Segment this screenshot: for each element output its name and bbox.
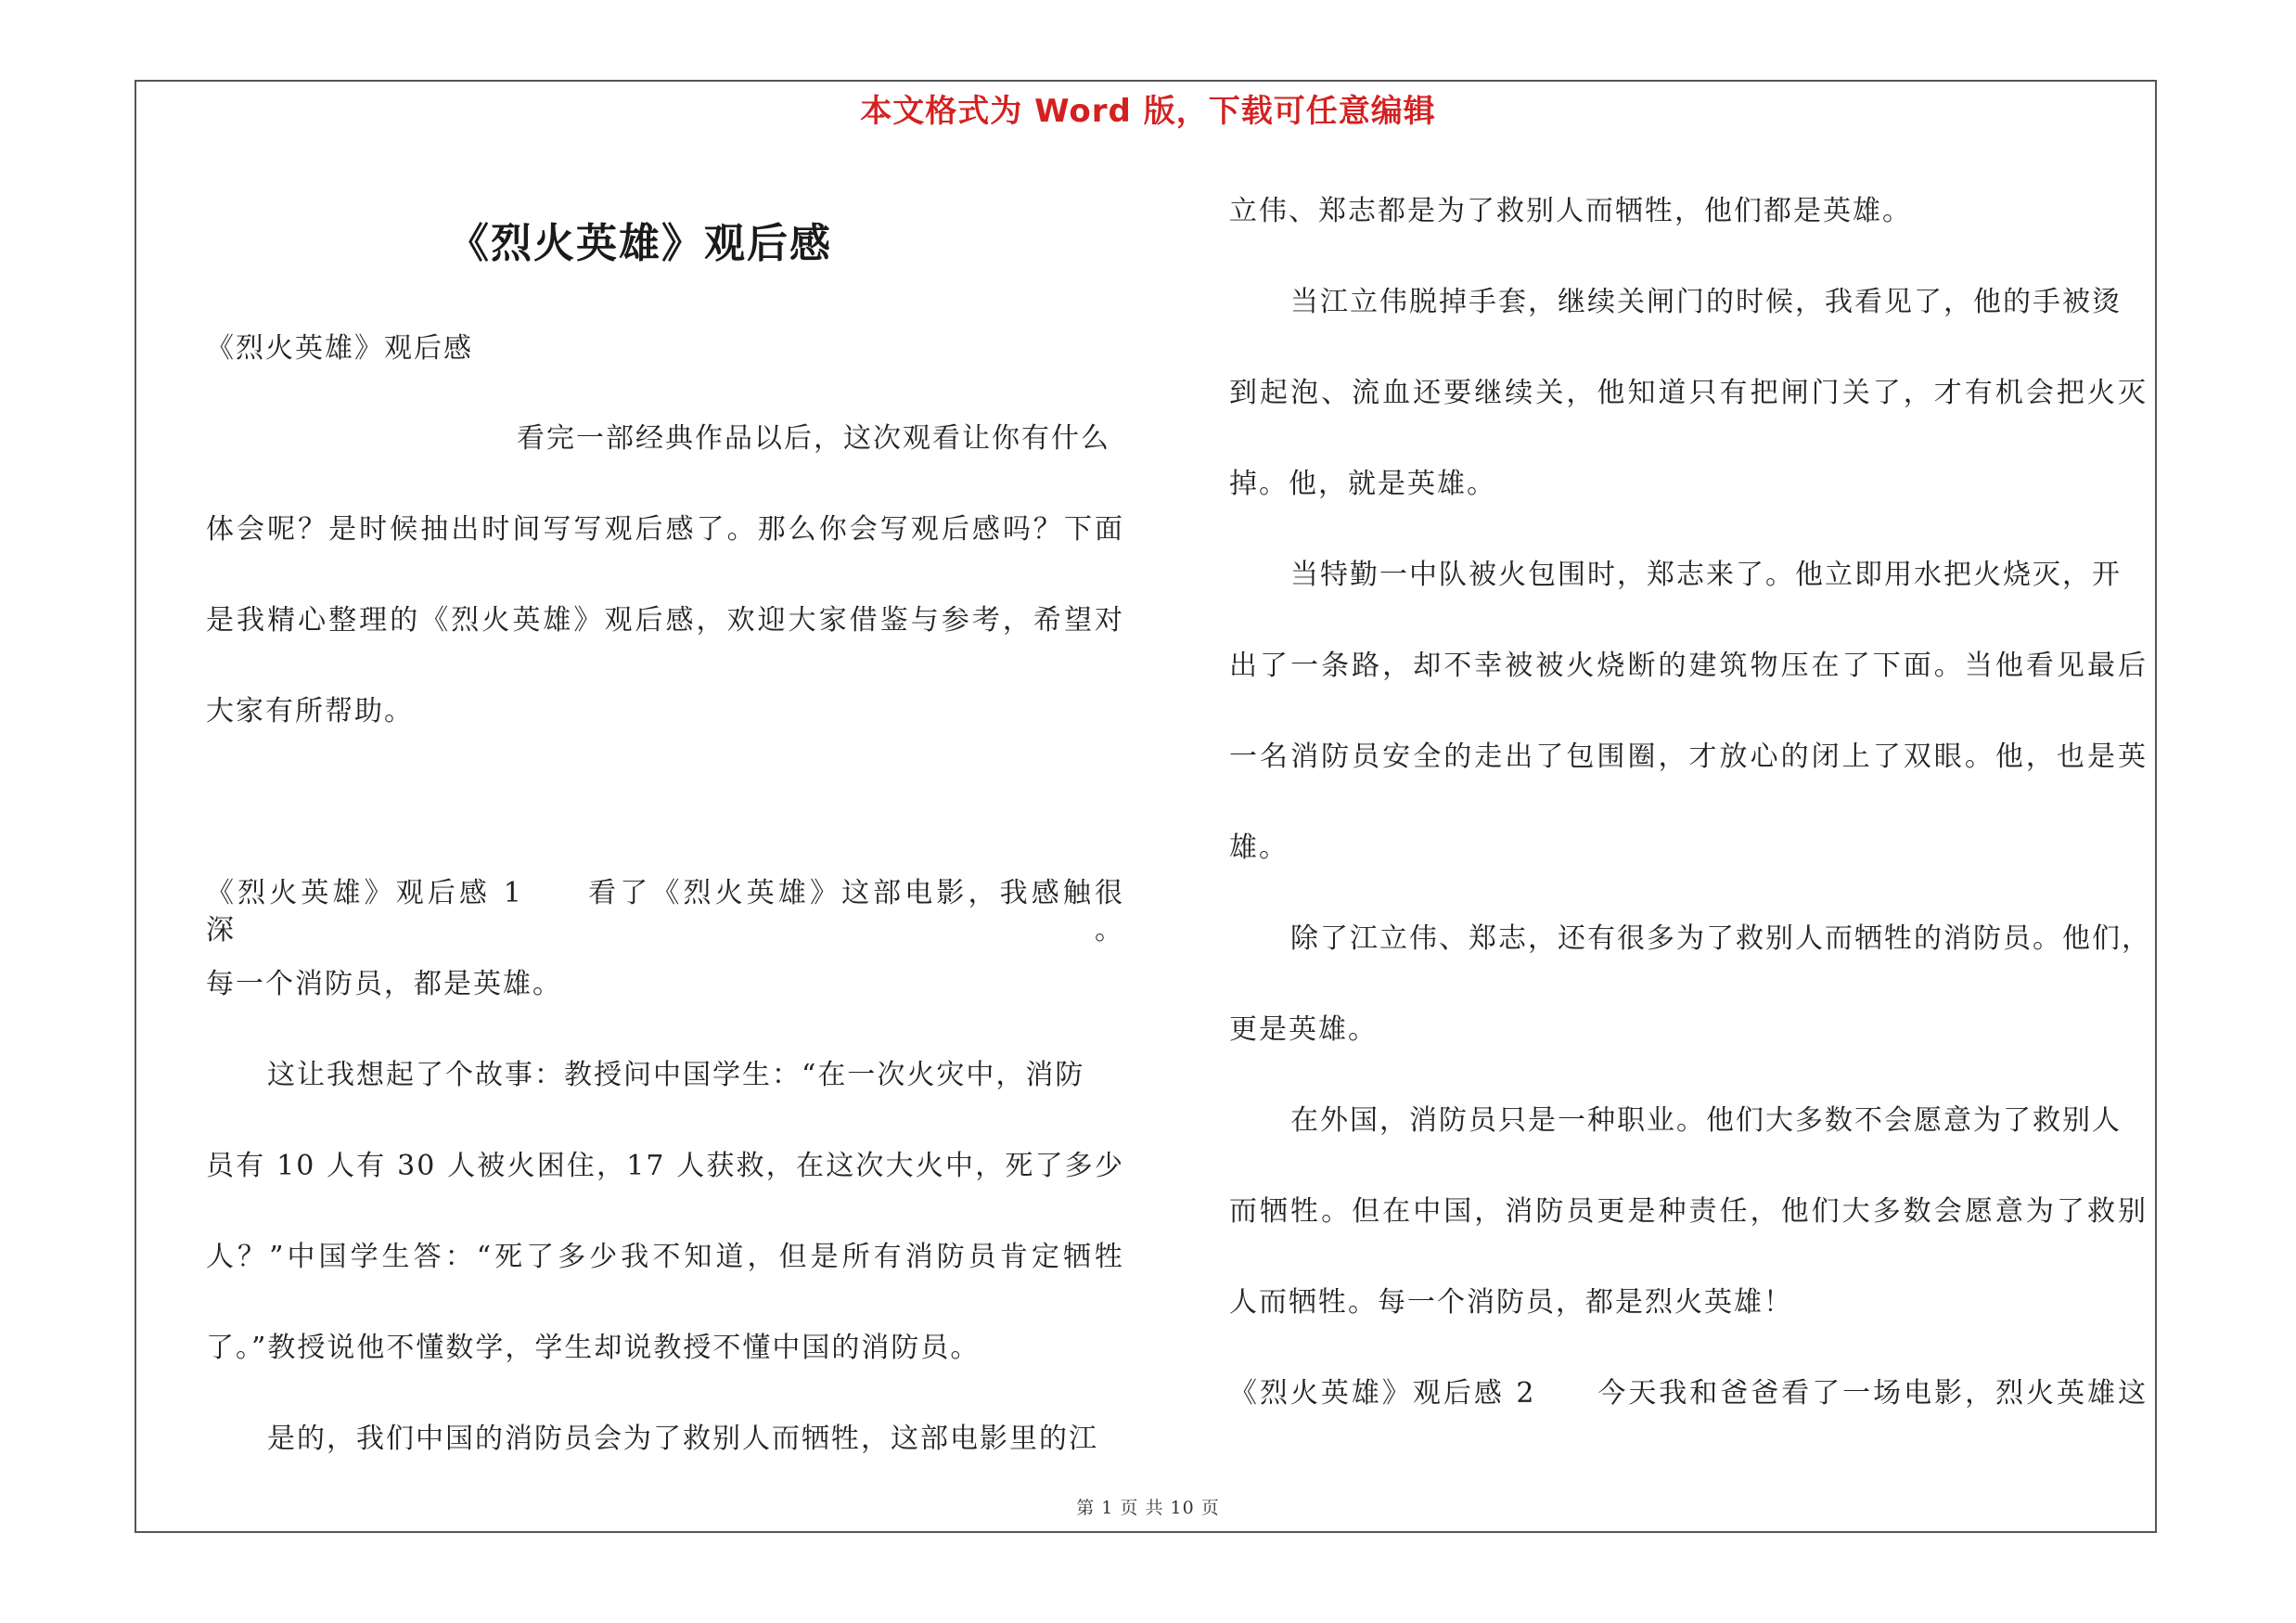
- paragraph-line: 立伟、郑志都是为了救别人而牺牲，他们都是英雄。: [1229, 195, 1912, 227]
- paragraph-line: 看完一部经典作品以后，这次观看让你有什么: [517, 422, 1110, 455]
- paragraph-line: 《烈火英雄》观后感 1 看了《烈火英雄》这部电影，我感触很深。: [206, 877, 1124, 947]
- paragraph-line: 一名消防员安全的走出了包围圈，才放心的闭上了双眼。他，也是英: [1229, 741, 2148, 773]
- paragraph-line: 到起泡、流血还要继续关，他知道只有把闸门关了，才有机会把火灭: [1229, 377, 2148, 409]
- paragraph-line: 除了江立伟、郑志，还有很多为了救别人而牺牲的消防员。他们，: [1290, 922, 2151, 955]
- paragraph-line: 是的，我们中国的消防员会为了救别人而牺牲，这部电影里的江: [267, 1423, 1098, 1455]
- paragraph-line: 体会呢？是时候抽出时间写写观后感了。那么你会写观后感吗？下面: [206, 513, 1124, 546]
- paragraph-line: 这让我想起了个故事：教授问中国学生：“在一次火灾中，消防: [267, 1059, 1085, 1091]
- paragraph-line: 掉。他，就是英雄。: [1229, 468, 1496, 500]
- paragraph-line: 出了一条路，却不幸被被火烧断的建筑物压在了下面。当他看见最后: [1229, 650, 2148, 682]
- paragraph-line: 当特勤一中队被火包围时，郑志来了。他立即用水把火烧灭，开: [1290, 559, 2122, 591]
- paragraph-line: 当江立伟脱掉手套，继续关闸门的时候，我看见了，他的手被烫: [1290, 286, 2122, 318]
- paragraph-line: 人而牺牲。每一个消防员，都是烈火英雄！: [1229, 1286, 1793, 1319]
- paragraph-line: 是我精心整理的《烈火英雄》观后感，欢迎大家借鉴与参考，希望对: [206, 604, 1124, 637]
- paragraph-line: 而牺牲。但在中国，消防员更是种责任，他们大多数会愿意为了救别: [1229, 1195, 2148, 1228]
- paragraph-line: 更是英雄。: [1229, 1013, 1378, 1046]
- document-title: 《烈火英雄》观后感: [448, 220, 832, 267]
- paragraph-line: 《烈火英雄》观后感 2 今天我和爸爸看了一场电影，烈火英雄这: [1229, 1377, 2148, 1410]
- paragraph-line: 了。”教授说他不懂数学，学生却说教授不懂中国的消防员。: [206, 1332, 981, 1364]
- word-format-banner: 本文格式为 Word 版，下载可任意编辑: [860, 93, 1436, 130]
- paragraph-line: 每一个消防员，都是英雄。: [206, 968, 562, 1000]
- paragraph-line: 员有 10 人有 30 人被火困住，17 人获救，在这次大火中，死了多少: [206, 1150, 1124, 1182]
- paragraph-line: 在外国，消防员只是一种职业。他们大多数不会愿意为了救别人: [1290, 1104, 2122, 1137]
- paragraph-line: 人？”中国学生答：“死了多少我不知道，但是所有消防员肯定牺牲: [206, 1241, 1124, 1273]
- paragraph-line: 雄。: [1229, 831, 1289, 864]
- paragraph-line: 大家有所帮助。: [206, 695, 414, 728]
- paragraph-line: 《烈火英雄》观后感: [206, 332, 473, 365]
- page-number-footer: 第 1 页 共 10 页: [1076, 1498, 1220, 1518]
